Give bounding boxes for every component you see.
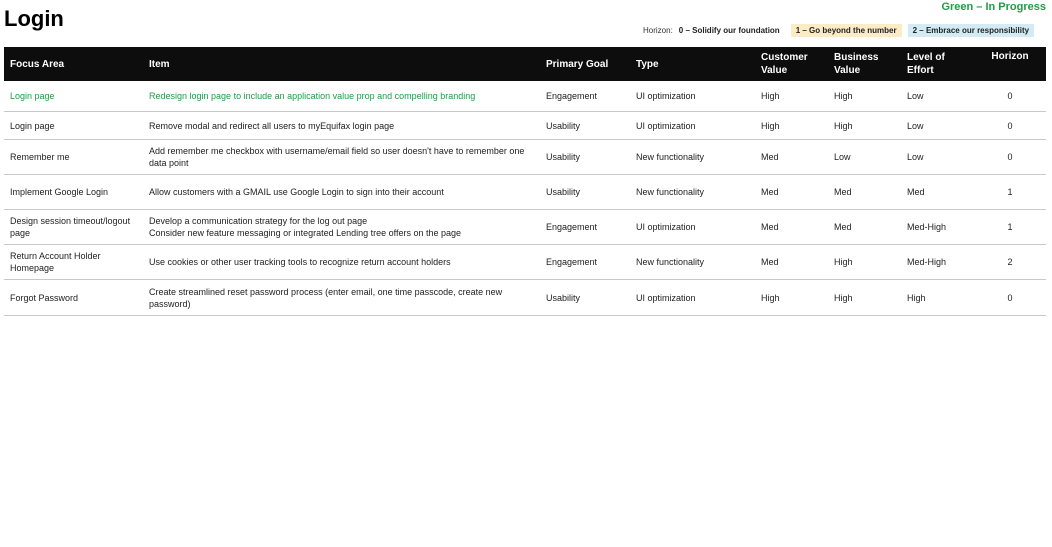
cell-business-value: Med: [828, 210, 901, 245]
cell-focus-area: Return Account Holder Homepage: [4, 245, 143, 280]
cell-primary-goal: Usability: [540, 175, 630, 210]
cell-item: Develop a communication strategy for the log out page Consider new feature messaging or integrated Lending tree offers on the page: [143, 210, 540, 245]
header-primary-goal: Primary Goal: [540, 47, 630, 81]
cell-type: UI optimization: [630, 81, 755, 112]
horizon-legend-label: Horizon:: [643, 26, 673, 35]
header-focus-area: Focus Area: [4, 47, 143, 81]
cell-focus-area: Implement Google Login: [4, 175, 143, 210]
cell-customer-value: High: [755, 112, 828, 140]
cell-focus-area: Forgot Password: [4, 280, 143, 316]
header-type: Type: [630, 47, 755, 81]
page-title: Login: [4, 6, 64, 31]
table-row: [4, 81, 1046, 112]
cell-horizon: 0: [974, 112, 1046, 140]
cell-item: Create streamlined reset password process (enter email, one time passcode, create new password): [143, 280, 540, 316]
cell-item: Allow customers with a GMAIL use Google Login to sign into their account: [143, 175, 540, 210]
table-row: [4, 175, 1046, 210]
cell-level-of-effort: Med-High: [901, 245, 974, 280]
horizon-legend-item-0: 0 – Solidify our foundation: [678, 26, 780, 35]
cell-customer-value: Med: [755, 245, 828, 280]
cell-type: UI optimization: [630, 280, 755, 316]
cell-horizon: 0: [974, 81, 1046, 112]
cell-type: New functionality: [630, 140, 755, 175]
cell-type: New functionality: [630, 175, 755, 210]
horizon-legend: [643, 24, 1034, 37]
cell-item: Use cookies or other user tracking tools to recognize return account holders: [143, 245, 540, 280]
cell-business-value: Low: [828, 140, 901, 175]
cell-primary-goal: Engagement: [540, 210, 630, 245]
cell-type: UI optimization: [630, 112, 755, 140]
cell-customer-value: Med: [755, 210, 828, 245]
cell-focus-area: Design session timeout/logout page: [4, 210, 143, 245]
cell-primary-goal: Engagement: [540, 245, 630, 280]
table-row: [4, 112, 1046, 140]
cell-level-of-effort: High: [901, 280, 974, 316]
cell-focus-area: Login page: [4, 81, 143, 112]
cell-business-value: High: [828, 245, 901, 280]
cell-focus-area: Login page: [4, 112, 143, 140]
header-item: Item: [143, 47, 540, 81]
cell-customer-value: Med: [755, 175, 828, 210]
cell-level-of-effort: Med-High: [901, 210, 974, 245]
roadmap-table: [4, 47, 1046, 316]
header-horizon: Horizon: [974, 47, 1046, 81]
horizon-legend-item-2: 2 – Embrace our responsibility: [908, 24, 1034, 37]
cell-primary-goal: Usability: [540, 112, 630, 140]
cell-customer-value: High: [755, 81, 828, 112]
cell-horizon: 0: [974, 280, 1046, 316]
status-legend: Green – In Progress: [941, 1, 1046, 13]
horizon-legend-item-1: 1 – Go beyond the number: [791, 24, 902, 37]
cell-horizon: 1: [974, 210, 1046, 245]
cell-level-of-effort: Low: [901, 140, 974, 175]
cell-level-of-effort: Low: [901, 112, 974, 140]
cell-primary-goal: Engagement: [540, 81, 630, 112]
cell-business-value: High: [828, 81, 901, 112]
cell-primary-goal: Usability: [540, 140, 630, 175]
cell-item: Remove modal and redirect all users to myEquifax login page: [143, 112, 540, 140]
table-row: [4, 140, 1046, 175]
header-customer-value: Customer Value: [755, 47, 828, 81]
cell-item: Redesign login page to include an application value prop and compelling branding: [143, 81, 540, 112]
table-row: [4, 245, 1046, 280]
table-row: [4, 210, 1046, 245]
cell-level-of-effort: Low: [901, 81, 974, 112]
cell-level-of-effort: Med: [901, 175, 974, 210]
cell-business-value: High: [828, 280, 901, 316]
cell-business-value: High: [828, 112, 901, 140]
header-level-of-effort: Level of Effort: [901, 47, 974, 81]
table-row: [4, 280, 1046, 316]
cell-type: New functionality: [630, 245, 755, 280]
cell-type: UI optimization: [630, 210, 755, 245]
cell-item: Add remember me checkbox with username/email field so user doesn't have to remember one data point: [143, 140, 540, 175]
cell-business-value: Med: [828, 175, 901, 210]
table-header-row: [4, 47, 1046, 81]
cell-horizon: 0: [974, 140, 1046, 175]
header-business-value: Business Value: [828, 47, 901, 81]
cell-horizon: 1: [974, 175, 1046, 210]
cell-customer-value: High: [755, 280, 828, 316]
cell-primary-goal: Usability: [540, 280, 630, 316]
cell-focus-area: Remember me: [4, 140, 143, 175]
cell-customer-value: Med: [755, 140, 828, 175]
cell-horizon: 2: [974, 245, 1046, 280]
